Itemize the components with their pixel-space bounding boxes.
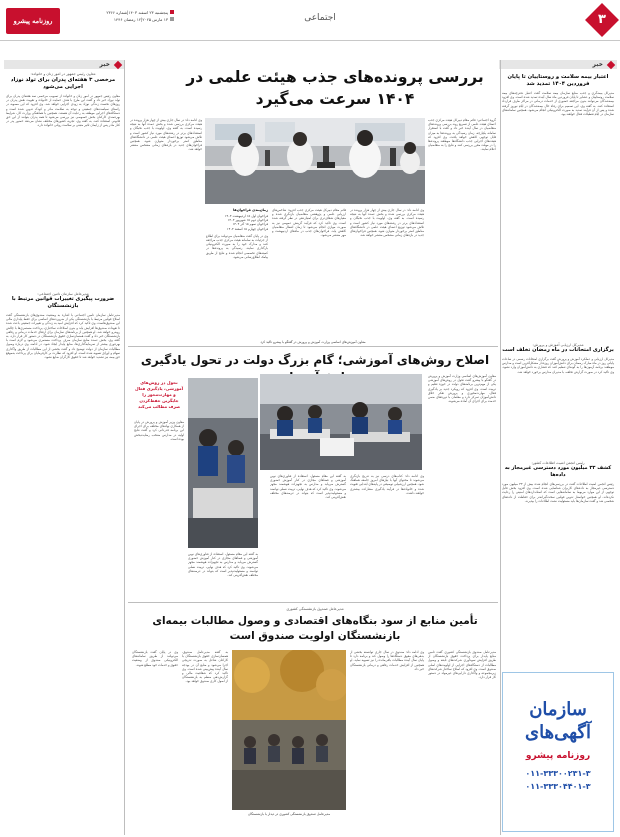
right-kicker-3: رئیس انجمن امنیت اطلاعات کشور:: [531, 461, 585, 465]
schedule-item: فراخوان سوم ۱۵ آذر ۱۴۰۴: [232, 222, 268, 227]
story2-photo: [260, 374, 422, 470]
right-kicker-2: مدیرکل ارزیابی آموزش و پرورش:: [532, 343, 584, 347]
story2-body-d: معاون وزیر آموزش و پرورش در پایان از همکاری نهادهای مختلف برای اجرای این برنامه قدردانی کرد و گفت نتایج اولیه در مدارس منتخب رضایت‌بخش بوده است.: [134, 420, 184, 441]
masthead-logo: [6, 8, 60, 34]
story2-body-b: وی ادامه داد: کتاب‌های درسی نیز به تدریج بازنگری می‌شوند تا محتوای آنها با نیازهای امروز جامعه هماهنگ شود. همچنین ارزشیابی توصیفی در پایه‌های ابتدایی تقویت شده و خانواده‌ها در فرآیند یادگیری مشارکت بیشتری خواهند داشت.: [350, 474, 424, 495]
diamond-icon: [114, 60, 122, 68]
section-title: اجتماعی: [304, 13, 336, 23]
ads-title-2: آگهی‌های: [525, 722, 591, 743]
right-headline-2: برگزاری امتحانات در ماه رمضان تخلف است: [502, 347, 614, 353]
masthead: [0, 0, 620, 41]
ads-phone-1: ۰۱۱-۳۳۳۰۰۲۳۱-۳: [525, 769, 591, 778]
story3-body-b: وی ادامه داد: صندوق در سال جاری توانسته بخشی از بدهی‌های معوق دستگاه‌ها را وصول کند و برنامه دارد تا پایان سال آینده مطالبات باقی‌مانده را نیز تسویه نماید. او همچنین از افزایش خدمات رفاهی و درمانی بازنشستگان خبر داد.: [350, 650, 424, 671]
left-headline-2: ضرورت پیگیری تغییرات قوانین مرتبط با بازنشستگان: [11, 296, 115, 309]
page-number-badge: [590, 8, 614, 32]
issue-date: [64, 9, 174, 23]
students-photo: [188, 378, 258, 548]
logo-text: روزنامه پیشرو: [13, 17, 53, 25]
story2-divider: [128, 602, 498, 603]
story1-left-col: وی ادامه داد: در سال جاری بیش از چهار هزار پرونده در هیئت مرکزی بررسی شده و بخش عمده آنها به نتیجه رسیده است. به گفته وی، اولویت با جذب نخبگان و استعدادهای برتر در رشته‌های مورد نیاز کشور است و تلاش می‌شود توزیع اعضای هیئت علمی در دانشگاه‌های مناطق کمتر برخوردار متوازن شود. همچنین فراخوان‌های جدید در بازه‌های زمانی مشخص منتشر خواهد شد.: [130, 118, 202, 152]
classroom-photo: [260, 374, 422, 470]
story1-body-c: قائم مقام دبیرکل هیئت مرکزی جذب افزود: شاخص‌های ارزیابی علمی و پژوهشی متقاضیان بازنگری شده و معیارهای شفاف‌تری برای امتیازدهی در نظر گرفته شده است. وی تاکید کرد که فرآیند گزینش عمومی نیز به صورت موازی انجام می‌شود تا زمان انتظار متقاضیان کاهش یابد. فراخوان‌های جذب در ماه‌های اردیبهشت و مهر منتشر می‌شود.: [272, 208, 346, 238]
story2-body-a: معاون آموزش‌های اساسی وزارت آموزش و پرورش در گفتگو با پیشرو گفت تحول در روش‌های آموزشی یکی از مهم‌ترین برنامه‌های دولت در حوزه تعلیم و تربیت است. وی افزود که رویکرد جدید بر یادگیری فعال، مهارت‌محوری و پرورش تفکر خلاق دانش‌آموزان تمرکز دارد و معلمان با دوره‌های ضمن خدمت برای اجرای آن آماده می‌شوند.: [428, 374, 496, 404]
diamond-icon: [607, 60, 615, 68]
story1-headline: بررسی پرونده‌های جذب هیئت علمی در ۱۴۰۴ سرعت می‌گیرد: [186, 68, 484, 108]
laboratory-photo: [205, 118, 425, 204]
ads-box: [502, 672, 614, 832]
left-kicker: معاون رئیس جمهور در امور زنان و خانواده:: [30, 72, 96, 76]
story1-photo: [205, 118, 425, 204]
left-column: [6, 72, 120, 834]
story1-body-b: وی ادامه داد: در سال جاری بیش از چهار هزار پرونده در هیئت مرکزی بررسی شده و بخش عمده آنها به نتیجه رسیده است. به گفته وی، اولویت با جذب نخبگان و استعدادهای برتر در رشته‌های مورد نیاز کشور است و تلاش می‌شود توزیع اعضای هیئت علمی در دانشگاه‌های مناطق کمتر برخوردار متوازن شود. همچنین فراخوان‌های جدید در بازه‌های زمانی مشخص منتشر خواهد شد.: [350, 208, 424, 238]
story2-photo-2: [188, 378, 258, 548]
story3-caption: مدیرعامل صندوق بازنشستگی کشوری در دیدار با بازنشستگان: [247, 812, 331, 816]
schedule-item: فراخوان چهارم ۱۵ اسفند ۱۴۰۴: [226, 226, 268, 231]
ads-phone-2: ۰۱۱-۳۳۳۰۴۴۰۱-۳: [525, 782, 591, 791]
left-body-1: معاون رئیس جمهور در امور زنان و خانواده از تصویب مرخصی سه هفته‌ای پدران برای تولد نوزاد خبر داد و گفت این طرح با هدف حمایت از خانواده و تقویت نقش پدران در روزهای نخست زندگی نوزاد به زودی اجرایی خواهد شد. وی افزود که این مصوبه در راستای سیاست‌های جمعیتی و توجه به سلامت مادر و کودک تدوین شده است و دستگاه‌های اجرایی موظف به رعایت آن هستند. همچنین با هماهنگی وزارت کار، شرایط بهره‌مندی کارکنان بخش خصوصی نیز بررسی می‌شود تا همه پدران بتوانند از این حق قانونی استفاده کنند. به گفته وی، تجربه کشورهای مختلف نشان می‌دهد حضور پدر در کنار مادر پس از زایمان تاثیر مثبتی بر سلامت روانی خانواده دارد.: [6, 94, 120, 128]
date-marker-icon: [170, 10, 174, 14]
story1-caption: معاون آموزش‌های اساسی وزارت آموزش و پرورش در گفتگو با پیشرو تاکید کرد: [260, 340, 366, 344]
ads-title-1: سازمان: [529, 699, 587, 720]
right-headline-1: اعتبار بیمه سلامت و روستاییان تا پایان فروردین ۱۴۰۴ تمدید شد: [507, 74, 609, 87]
page-number: ۳: [598, 12, 606, 27]
story2-body-e: به گفته این مقام مسئول، استفاده از فناوری‌های نوین آموزشی و فضاهای مجازی در کنار آموزش حضوری گسترش می‌یابد و مدارس به تجهیزات هوشمند مجهز می‌شوند. وی تاکید کرد که هدف نهایی، تربیت نسلی توانمند و مسئولیت‌پذیر است که بتواند در عرصه‌های مختلف نقش‌آفرینی کند.: [188, 552, 258, 578]
story3-kicker: مدیرعامل صندوق بازنشستگی کشوری: [286, 607, 344, 611]
right-column-divider: [500, 60, 501, 835]
story1-body-a: گروه اجتماعی: قائم مقام دبیرکل هیئت مرکزی جذب اعضای هیئت علمی از تسریع روند بررسی پرونده‌های متقاضیان در سال آینده خبر داد و گفت با استقرار سامانه یکپارچه، زمان رسیدگی به پرونده‌ها به میزان قابل توجهی کاهش خواهد یافت. وی افزود که هیئت‌های اجرایی جذب دانشگاه‌ها موظفند پرونده‌ها را در مهلت مقرر بررسی کنند و نتایج را به متقاضیان اعلام نمایند.: [428, 118, 496, 152]
story2-pullquote: تحول در روش‌های آموزشی، یادگیری فعال و مهارت‌محور را جایگزین حفظ‌کردن صرف مطالب می‌کند: [134, 380, 184, 409]
right-body-3: رئیس انجمن امنیت اطلاعات گفت در بررسی‌های انجام شده بیش از ۳۳ میلیون مورد دسترسی غیرمجاز به داده‌های کاربران شناسایی شده است. وی افزود بخش قابل توجهی از این موارد مربوط به سامانه‌هایی است که استانداردهای امنیتی را رعایت نکرده‌اند. او همچنین خواستار تدوین قوانین سخت‌گیرانه‌تر برای حفاظت از داده‌های شخصی شد و گفت سازمان‌ها باید مسئولیت نشت اطلاعات را بپذیرند.: [502, 482, 614, 503]
story3-body-a: مدیرعامل صندوق بازنشستگی کشوری گفت تامین منابع پایدار برای پرداخت حقوق بازنشستگان از طریق افزایش سودآوری شرکت‌های تابعه و وصول مطالبات از دستگاه‌های اجرایی از اولویت‌های اصلی صندوق است. وی افزود که اصلاح ساختار شرکت‌های زیرمجموعه و واگذاری دارایی‌های غیرمولد در دستور کار قرار دارد.: [428, 650, 496, 680]
date-line-1: پنجشنبه ۲۳ اسفند ۱۴۰۳|شماره ۲۳۶۶: [64, 9, 174, 16]
left-column-divider: [124, 60, 125, 835]
schedule-title: زمان‌بندی فراخوان‌ها: [233, 208, 268, 212]
meeting-photo: [232, 650, 346, 810]
story1-divider: [128, 346, 498, 347]
story2-headline: اصلاح روش‌های آموزشی؛ گام بزرگ دولت در تحول یادگیری: [140, 353, 490, 367]
right-headline-3: کشف ۳۳ میلیون مورد دسترسی غیرمجاز به داده‌ها: [504, 465, 612, 478]
right-column-tag: خبر: [499, 60, 617, 69]
story3-body-c: به گفته مدیرعامل صندوق، همسان‌سازی حقوق بازنشستگان با کارکنان شاغل به صورت تدریجی اجرا می‌شود و منابع آن در بودجه سال آینده پیش‌بینی شده است. وی تاکید کرد که شفافیت مالی و گزارش‌دهی منظم به بازنشستگان از اصول کاری صندوق خواهد بود.: [182, 650, 228, 684]
left-column-tag: خبر: [4, 60, 124, 69]
left-body-2: مدیرعامل سازمان تامین اجتماعی با اشاره به وضعیت صندوق‌های بازنشستگی گفت اصلاح قوانین مرتبط با بازنشستگی یکی از ضرورت‌های اساسی برای حفظ پایداری مالی این صندوق‌هاست. وی تاکید کرد که افزایش امید به زندگی و تغییرات جمعیتی باعث شده تا تعهدات صندوق‌ها افزایش یابد و بدون اصلاحات ساختاری، پرداخت مستمری‌ها با چالش روبه‌رو خواهد شد. او همچنین از برنامه‌های سازمان برای ارتقای خدمات درمانی و رفاهی بازنشستگان خبر داد و گفت همسان‌سازی حقوق بازنشستگان در دستور کار قرار دارد. به گفته وی، بخش عمده منابع سازمان صرف پرداخت مستمری می‌شود و لازم است با بهره‌وری بیشتر از سرمایه‌گذاری‌ها، منابع پایدار ایجاد شود. در ادامه، وی درباره وصول مطالبات سازمان از دولت توضیح داد و گفت بخشی از این مطالبات از طریق واگذاری سهام و اوراق تسویه شده است. او افزود که نظارت بر کارفرمایان برای پرداخت به‌موقع حق بیمه نیز تشدید خواهد شد تا حقوق کارگران ضایع نشود.: [6, 313, 120, 360]
date-marker-icon: [170, 17, 174, 21]
story3-headline: تأمین منابع از سود بنگاه‌های اقتصادی و وصول مطالبات بیمه‌ای بازنشستگان اولویت صندوق است: [152, 615, 478, 642]
right-body-1: مدیرکل بیمه‌گری و جذب منابع سازمان بیمه سلامت گفت اعتبار دفترچه‌های بیمه سلامت روستاییان و عشایر تا پایان فروردین ماه سال آینده تمدید شده است. وی افزود بیمه‌شدگان می‌توانند بدون مراجعه حضوری از خدمات درمانی در مراکز طرف قرارداد استفاده کنند. به گفته وی، این تصمیم برای رفاه حال بیمه‌شدگان در ایام نوروز گرفته شده و پس از آن فرآیند تمدید به صورت الکترونیکی انجام می‌شود. همچنین سامانه‌های سازمان در ایام تعطیلات فعال خواهند بود.: [502, 91, 614, 117]
ads-brand: روزنامه پیشرو: [525, 751, 591, 761]
story1-schedule: [206, 208, 268, 338]
story3-body-d: وی در پایان گفت بازنشستگان می‌توانند از طریق سامانه‌های الکترونیکی صندوق از وضعیت حقوق و خدمات خود مطلع شوند.: [132, 650, 178, 667]
schedule-item: فراخوان اول ۱۵ اردیبهشت ۱۴۰۴: [224, 214, 268, 218]
schedule-item: فراخوان دوم ۱۵ شهریور ۱۴۰۴: [227, 218, 268, 223]
left-headline: مرخصی ۳ هفته‌ای پدران برای تولد نوزاد اجرایی می‌شود: [10, 77, 116, 90]
story2-body-c: به گفته این مقام مسئول، استفاده از فناوری‌های نوین آموزشی و فضاهای مجازی در کنار آموزش حضوری گسترش می‌یابد و مدارس به تجهیزات هوشمند مجهز می‌شوند. وی تاکید کرد که هدف نهایی، تربیت نسلی توانمند و مسئولیت‌پذیر است که بتواند در عرصه‌های مختلف نقش‌آفرینی کند.: [270, 474, 346, 500]
story3-photo: [232, 650, 346, 810]
left-kicker-2: مدیرعامل سازمان تامین اجتماعی:: [37, 292, 89, 296]
right-body-2: مدیرکل ارزیابی و عملکرد آموزش و پرورش گفت برگزاری امتحانات رسمی در ساعات پایانی روز در ماه مبارک رمضان برای دانش‌آموزان روزه‌دار مشکل‌آفرین است و مدارس موظفند برنامه آزمون‌ها را به گونه‌ای تنظیم کنند که فشاری به دانش‌آموزان وارد نشود. وی تاکید کرد در صورت گزارش تخلف، با مدیران مدارس برخورد خواهد شد.: [502, 357, 614, 374]
story1-body-d: وی در پایان گفت متقاضیان می‌توانند برای اطلاع از جزئیات به سامانه هیئت مرکزی جذب مراجعه کنند و مدارک خود را به صورت الکترونیکی بارگذاری نمایند. رسیدگی به پرونده‌ها در کمیته‌های تخصصی انجام شده و نتایج از طریق پیامک اطلاع‌رسانی می‌شود.: [206, 233, 268, 259]
date-line-2: ۱۳ مارس ۲۰۲۵|۱۲ رمضان ۱۴۴۶: [64, 16, 174, 23]
